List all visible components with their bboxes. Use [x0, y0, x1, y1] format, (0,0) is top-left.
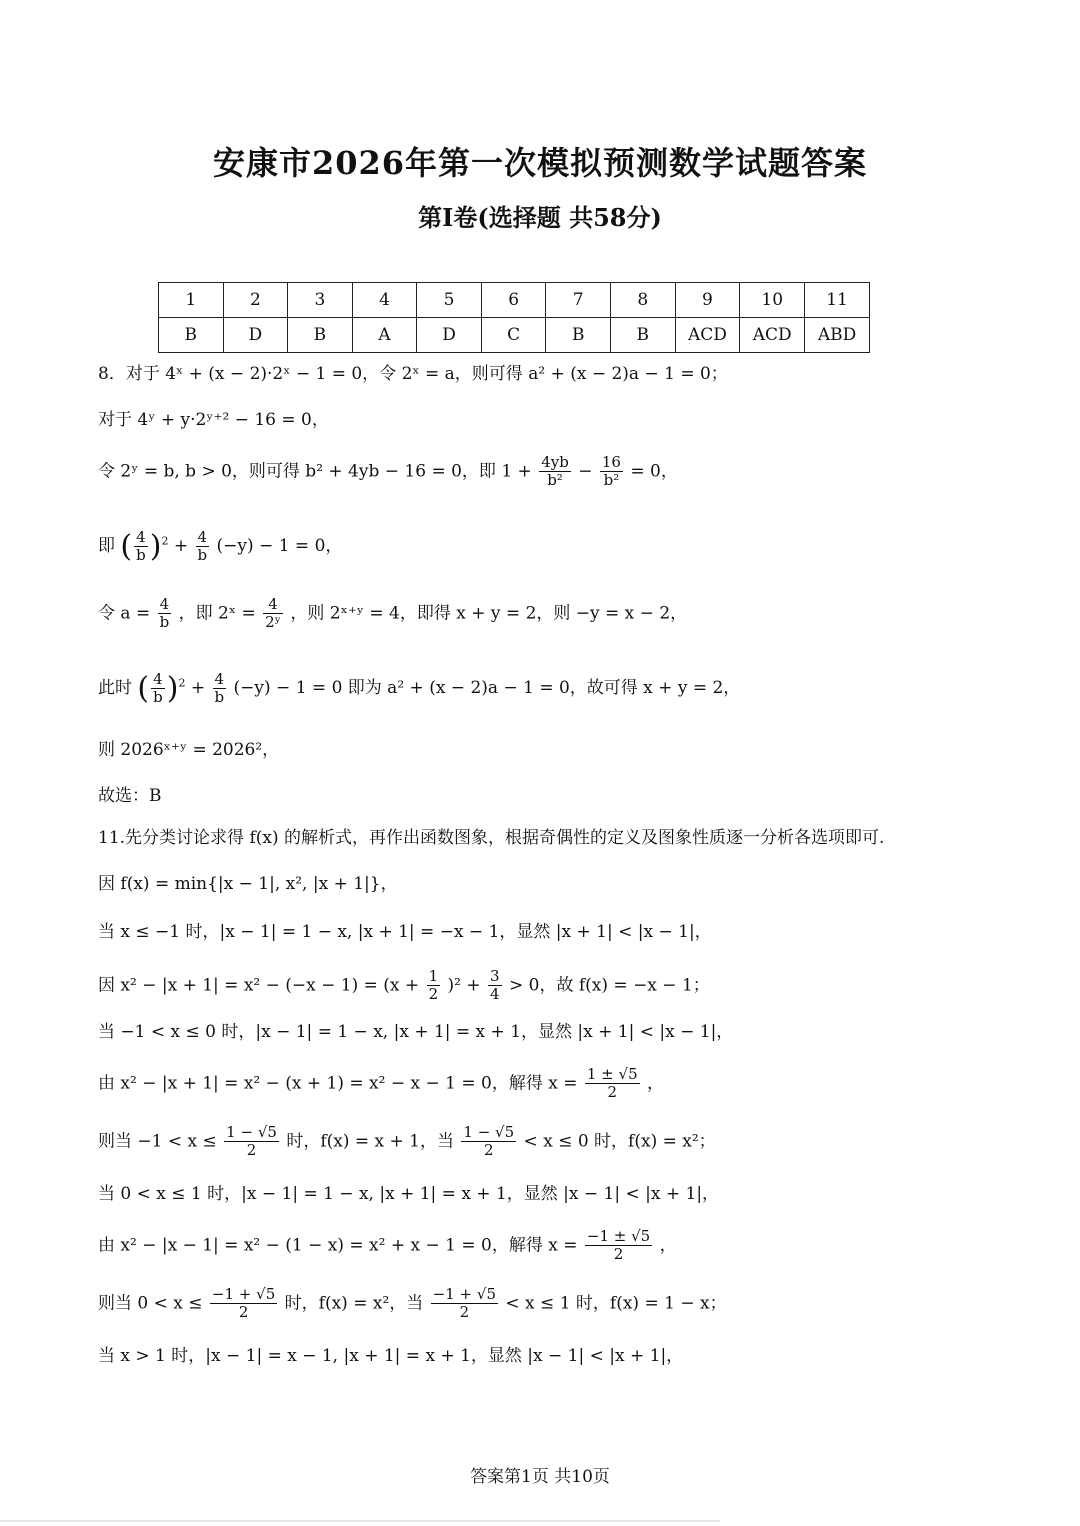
- fraction: [600, 454, 623, 490]
- answer-cell: B: [288, 318, 353, 353]
- line-text: 当 −1 < x ≤ 0 时，|x − 1| = 1 − x, |x + 1| = x + 1，显然 |x + 1| < |x − 1|，: [98, 1022, 734, 1042]
- solution-line: 即 ( $\frac{4}{b}$ )$^2$ + $\frac{4}{b}$ (−y) − 1 = 0，: [98, 527, 343, 564]
- numerator: 4: [196, 529, 210, 547]
- fraction: [158, 596, 172, 632]
- line-text: +: [173, 536, 189, 556]
- question-number-cell: 5: [417, 283, 482, 318]
- line-text: −: [578, 461, 593, 482]
- numerator: 4: [263, 596, 283, 614]
- solution-line: [98, 920, 988, 968]
- solution-line: [98, 1286, 988, 1344]
- line-text: < x ≤ 1 时，f(x) = 1 − x；: [505, 1293, 727, 1314]
- fraction: [585, 1066, 640, 1102]
- line-text: 11.先分类讨论求得 f(x) 的解析式，再作出函数图象，根据奇偶性的定义及图象性质逐一分析各选项即可.: [98, 828, 885, 848]
- numerator: −1 + √5: [211, 1285, 276, 1303]
- answer-cell: D: [417, 318, 482, 353]
- solution-line: [98, 454, 988, 524]
- page-title: 安康市2026年第一次模拟预测数学试题答案: [212, 144, 868, 182]
- fraction: [539, 454, 571, 490]
- solution-line: [98, 362, 988, 408]
- fraction: [461, 1124, 516, 1160]
- solution-line: [98, 1124, 988, 1182]
- denominator: b: [197, 546, 208, 564]
- solution-line: [98, 738, 988, 784]
- line-text: 故选：B: [98, 786, 162, 806]
- fraction: [585, 1228, 652, 1264]
- line-text: 令 2ʸ = b, b > 0，则可得 b² + 4yb − 16 = 0，即 1 +: [98, 461, 532, 482]
- section-subtitle: 第Ⅰ卷(选择题 共58分): [418, 203, 662, 232]
- line-text: > 0，故 f(x) = −x − 1；: [509, 975, 710, 996]
- denominator: b: [214, 688, 225, 706]
- line-text: 由 x² − |x + 1| = x² − (x + 1) = x² − x − 1 = 0，解得 x =: [98, 1073, 578, 1094]
- page-footer: 答案第1页 共10页: [470, 1467, 610, 1487]
- answer-cell: B: [159, 318, 224, 353]
- numerator: 4: [158, 596, 172, 614]
- line-text: 则当 0 < x ≤: [98, 1293, 203, 1314]
- answer-table-number-row: [159, 283, 870, 318]
- answer-table-answer-row: [159, 318, 870, 353]
- solution-line: [98, 826, 988, 872]
- question-number-cell: 1: [159, 283, 224, 318]
- numerator: 16: [601, 453, 621, 471]
- solution-line: [98, 596, 988, 666]
- numerator: 4: [134, 529, 148, 547]
- line-text: 因 x² − |x + 1| = x² − (−x − 1) = (x +: [98, 975, 420, 996]
- numerator: 4yb: [541, 453, 569, 471]
- fraction: [210, 1286, 277, 1322]
- fraction: [224, 1124, 279, 1160]
- denominator: b²: [603, 471, 620, 490]
- line-text: = 0，: [630, 461, 678, 482]
- answer-table: [158, 282, 870, 353]
- fraction: [151, 671, 165, 707]
- denominator: 2: [607, 1083, 618, 1102]
- solution-line: [98, 1228, 988, 1286]
- denominator: 2: [459, 1303, 470, 1322]
- fraction: [431, 1286, 498, 1322]
- solution-line: [98, 968, 988, 1020]
- numerator: −1 ± √5: [586, 1227, 651, 1245]
- answer-cell: B: [610, 318, 675, 353]
- line-text: ，: [659, 1235, 677, 1256]
- question-number-cell: 4: [352, 283, 417, 318]
- answer-cell: D: [223, 318, 288, 353]
- solution-line: [98, 408, 988, 454]
- question-number-cell: 3: [288, 283, 353, 318]
- line-text: 对于 4ʸ + y·2ʸ⁺² − 16 = 0，: [98, 410, 329, 430]
- numerator: 3: [490, 967, 500, 985]
- line-text: 令 a =: [98, 603, 151, 624]
- line-text: (−y) − 1 = 0，: [216, 536, 343, 556]
- line-text: 此时: [98, 678, 132, 698]
- question-number-cell: 8: [610, 283, 675, 318]
- numerator: 4: [213, 671, 227, 689]
- fraction: [134, 529, 148, 565]
- fraction: [263, 596, 283, 632]
- line-text: ，: [647, 1073, 665, 1094]
- right-paren: ): [149, 529, 162, 564]
- fraction: [196, 529, 210, 565]
- line-text: 因 f(x) = min{|x − 1|, x², |x + 1|}，: [98, 874, 398, 894]
- answer-cell: ABD: [805, 318, 870, 353]
- fraction: [213, 671, 227, 707]
- answer-cell: ACD: [740, 318, 805, 353]
- question-number-cell: 11: [805, 283, 870, 318]
- solution-line: 此时 ( $\frac{4}{b}$ )$^2$ + $\frac{4}{b}$ (−y) − 1 = 0 即为 a² + (x − 2)a − 1 = 0，故可得 x + y = 2，: [98, 669, 741, 706]
- numerator: −1 + √5: [432, 1285, 496, 1303]
- question-number-cell: 7: [546, 283, 611, 318]
- line-text: 时，f(x) = x + 1，当: [286, 1131, 454, 1152]
- line-text: 8．对于 4ˣ + (x − 2)·2ˣ − 1 = 0，令 2ˣ = a，则可得 a² + (x − 2)a − 1 = 0；: [98, 364, 728, 384]
- denominator: 4: [490, 985, 500, 1004]
- line-text: )² +: [447, 975, 481, 996]
- line-text: 当 0 < x ≤ 1 时，|x − 1| = 1 − x, |x + 1| = x + 1，显然 |x − 1| < |x + 1|，: [98, 1184, 720, 1204]
- line-text: ，即 2ˣ =: [178, 603, 256, 624]
- line-text: ，则 2ˣ⁺ʸ = 4，即得 x + y = 2，则 −y = x − 2，: [290, 603, 688, 624]
- solution-line: [98, 872, 988, 920]
- numerator: 1: [428, 967, 439, 985]
- denominator: 2: [238, 1303, 249, 1322]
- question-number-cell: 9: [675, 283, 740, 318]
- question-number-cell: 6: [481, 283, 546, 318]
- bottom-divider: [0, 1520, 720, 1522]
- denominator: b²: [547, 471, 563, 490]
- fraction: [427, 968, 441, 1004]
- answer-cell: B: [546, 318, 611, 353]
- answer-cell: C: [481, 318, 546, 353]
- solution-line: [98, 1066, 988, 1124]
- line-text: 当 x ≤ −1 时，|x − 1| = 1 − x, |x + 1| = −x − 1，显然 |x + 1| < |x − 1|，: [98, 922, 712, 942]
- question-number-cell: 2: [223, 283, 288, 318]
- answer-cell: A: [352, 318, 417, 353]
- numerator: 1 ± √5: [586, 1065, 638, 1083]
- answer-cell: ACD: [675, 318, 740, 353]
- line-text: 则 2026ˣ⁺ʸ = 2026²，: [98, 740, 280, 760]
- numerator: 1 − √5: [226, 1123, 277, 1141]
- denominator: 2: [613, 1245, 624, 1264]
- left-paren: (: [137, 671, 150, 706]
- numerator: 4: [151, 671, 165, 689]
- line-text: (−y) − 1 = 0 即为 a² + (x − 2)a − 1 = 0，故可得 x + y = 2，: [233, 678, 741, 698]
- denominator: b: [159, 613, 170, 632]
- denominator: 2: [246, 1141, 257, 1160]
- line-text: 则当 −1 < x ≤: [98, 1131, 217, 1152]
- denominator: 2: [428, 985, 439, 1004]
- line-text: 即: [98, 536, 115, 556]
- numerator: 1 − √5: [463, 1123, 515, 1141]
- line-text: 当 x > 1 时，|x − 1| = x − 1, |x + 1| = x + 1，显然 |x − 1| < |x + 1|，: [98, 1346, 684, 1366]
- solution-line: [98, 1344, 988, 1390]
- left-paren: (: [120, 529, 133, 564]
- line-text: 时，f(x) = x²，当: [284, 1293, 424, 1314]
- solution-line: [98, 1020, 988, 1066]
- denominator: 2: [483, 1141, 494, 1160]
- denominator: 2ʸ: [265, 613, 281, 632]
- solution-line: [98, 784, 988, 826]
- question-number-cell: 10: [740, 283, 805, 318]
- denominator: b: [136, 546, 146, 564]
- line-text: +: [190, 678, 206, 698]
- line-text: 由 x² − |x − 1| = x² − (1 − x) = x² + x − 1 = 0，解得 x =: [98, 1235, 578, 1256]
- right-paren: ): [166, 671, 179, 706]
- denominator: b: [153, 688, 163, 706]
- fraction: [488, 968, 502, 1004]
- solution-body: [98, 362, 988, 1390]
- solution-line: [98, 1182, 988, 1228]
- line-text: < x ≤ 0 时，f(x) = x²；: [523, 1131, 716, 1152]
